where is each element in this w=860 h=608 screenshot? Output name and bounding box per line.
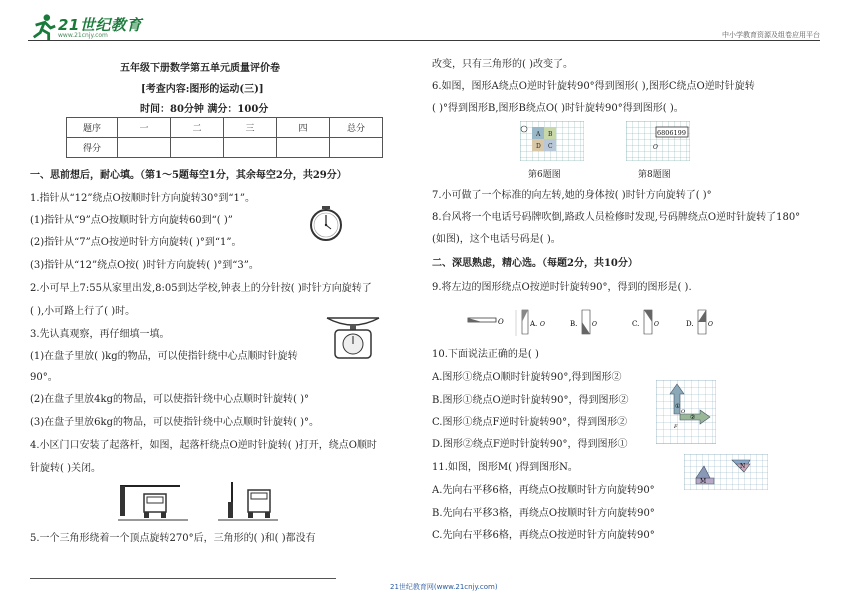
question-3: 3.先认真观察，再仔细填一填。	[30, 329, 170, 340]
question-3-3: (3)在盘子里放6kg的物品，可以使指针绕中心点顺时针旋转( )°。	[30, 417, 319, 428]
question-11-a: A.先向右平移6格，再绕点O按顺时针方向旋转90°	[432, 485, 655, 496]
question-11-grid-figure	[684, 454, 768, 490]
question-11: 11.如图，图形M( )得到图形N。	[432, 462, 578, 473]
score-table	[66, 117, 383, 158]
option-b-label: B.	[570, 320, 578, 328]
figure-8-caption: 第8题图	[638, 170, 671, 180]
figure-6-caption: 第6题图	[528, 170, 561, 180]
table-cell: 得分	[67, 138, 118, 158]
question-6b: ( )°得到图形B,图形B绕点O( )时针旋转90°得到图形( )。	[432, 103, 684, 114]
section-2-heading: 二、深思熟虑，精心选。（每题2分，共10分）	[432, 258, 638, 269]
question-9-options-figure	[466, 308, 726, 338]
svg-text:D: D	[536, 143, 541, 150]
question-8a: 8.台风将一个电话号码牌吹倒,路政人员检修时发现,号码牌绕点O逆时针旋转了180°	[432, 212, 801, 223]
question-3-1a: (1)在盘子里放( )kg的物品，可以使指针绕中心点顺时针旋转	[30, 351, 298, 362]
table-cell: 三	[224, 118, 277, 138]
svg-text:①: ①	[675, 403, 681, 410]
logo-url: www.21cnjy.com	[58, 32, 108, 39]
platform-name: 中小学教育资源及组卷应用平台	[722, 31, 820, 39]
question-2b: ( ),小可路上行了( )时。	[30, 306, 136, 317]
table-cell: 四	[277, 118, 330, 138]
svg-text:O: O	[654, 321, 659, 328]
svg-text:O: O	[592, 321, 597, 328]
svg-text:B: B	[548, 131, 553, 138]
svg-text:F: F	[674, 424, 678, 430]
question-4b: 针旋转( )关闭。	[30, 463, 101, 474]
scale-figure	[325, 312, 381, 360]
option-d-label: D.	[686, 320, 694, 328]
svg-text:O: O	[540, 321, 545, 328]
score-input-cell[interactable]	[224, 138, 277, 158]
svg-text:O: O	[681, 409, 686, 415]
question-5: 5.一个三角形绕着一个顶点旋转270°后，三角形的( )和( )都没有	[30, 533, 316, 544]
question-1: 1.指针从“12”绕点O按顺时针方向旋转30°到“1”。	[30, 193, 255, 204]
exam-time-score: 时间：80分钟 满分：100分	[140, 104, 269, 115]
footer-text: 21世纪教育网(www.21cnjy.com)	[390, 583, 498, 591]
question-10-grid-figure	[656, 380, 716, 444]
question-2a: 2.小可早上7:55从家里出发,8:05到达学校,钟表上的分针按( )时针方向旋转了	[30, 283, 372, 294]
question-6a: 6.如图，图形A绕点O逆时针旋转90°得到图形( ),图形C绕点O逆时针旋转	[432, 81, 755, 92]
svg-text:A: A	[536, 131, 541, 138]
svg-text:O: O	[498, 318, 504, 326]
question-7: 7.小可做了一个标准的向左转,她的身体按( )时针方向旋转了( )°	[432, 190, 712, 201]
header-rule	[28, 40, 820, 41]
question-1-3: (3)指针从“12”绕点O按( )时针方向旋转( )°到“3”。	[30, 260, 259, 271]
question-11-c: C.先向右平移6格，再绕点O按逆时针方向旋转90°	[432, 530, 655, 541]
question-10: 10.下面说法正确的是( )	[432, 349, 539, 360]
question-9: 9.将左边的图形绕点O按逆时针旋转90°，得到的图形是( ).	[432, 282, 692, 293]
svg-text:C: C	[548, 143, 553, 150]
logo-text: 21世纪教育	[58, 16, 142, 34]
svg-text:②: ②	[690, 414, 696, 421]
question-10-c: C.图形①绕点F逆时针旋转90°，得到图形②	[432, 417, 628, 428]
svg-text:O: O	[708, 321, 713, 328]
exam-title: 五年级下册数学第五单元质量评价卷	[120, 63, 280, 74]
question-10-a: A.图形①绕点O顺时针旋转90°,得到图形②	[432, 372, 622, 383]
question-10-d: D.图形②绕点F逆时针旋转90°，得到图形①	[432, 439, 628, 450]
section-1-heading: 一、思前想后，耐心填。（第1～5题每空1分，其余每空2分，共29分）	[30, 170, 347, 181]
svg-text:O: O	[653, 144, 658, 151]
score-input-cell[interactable]	[330, 138, 383, 158]
exam-scope: [考查内容:图形的运动(三)]	[141, 84, 264, 95]
question-3-1b: 90°。	[30, 372, 58, 383]
question-4a: 4.小区门口安装了起落杆，如图，起落杆绕点O逆时针旋转( )打开，绕点O顺时	[30, 440, 377, 451]
question-10-b: B.图形①绕点O逆时针旋转90°，得到图形②	[432, 395, 629, 406]
score-table-row	[67, 118, 383, 138]
question-1-1: (1)指针从“9”点O按顺时针方向旋转60到“( )”	[30, 215, 233, 226]
score-table-row	[67, 138, 383, 158]
svg-text:M: M	[700, 478, 707, 485]
footer-rule	[30, 578, 336, 579]
score-input-cell[interactable]	[277, 138, 330, 158]
table-cell: 一	[118, 118, 171, 138]
option-a-label: A.	[530, 320, 538, 328]
figure-8-grid	[626, 121, 690, 161]
question-11-b: B.先向右平移3格，再绕点O按顺时针方向旋转90°	[432, 508, 655, 519]
question-8b: (如图)，这个电话号码是( )。	[432, 234, 561, 245]
figure-6-grid	[520, 121, 584, 161]
logo-runner-icon	[30, 12, 58, 42]
score-input-cell[interactable]	[171, 138, 224, 158]
figure-8-number: 6806199	[657, 129, 686, 137]
clock-figure	[309, 206, 343, 242]
option-c-label: C.	[632, 320, 640, 328]
question-1-2: (2)指针从“7”点O按逆时针方向旋转( )°到“1”。	[30, 237, 242, 248]
barrier-gate-figure	[118, 480, 278, 524]
svg-text:N: N	[740, 463, 746, 470]
table-cell: 总分	[330, 118, 383, 138]
score-input-cell[interactable]	[118, 138, 171, 158]
table-cell: 题序	[67, 118, 118, 138]
table-cell: 二	[171, 118, 224, 138]
question-3-2: (2)在盘子里放4kg的物品，可以使指针绕中心点顺时针旋转( )°	[30, 394, 309, 405]
question-5-cont: 改变，只有三角形的( )改变了。	[432, 59, 573, 70]
